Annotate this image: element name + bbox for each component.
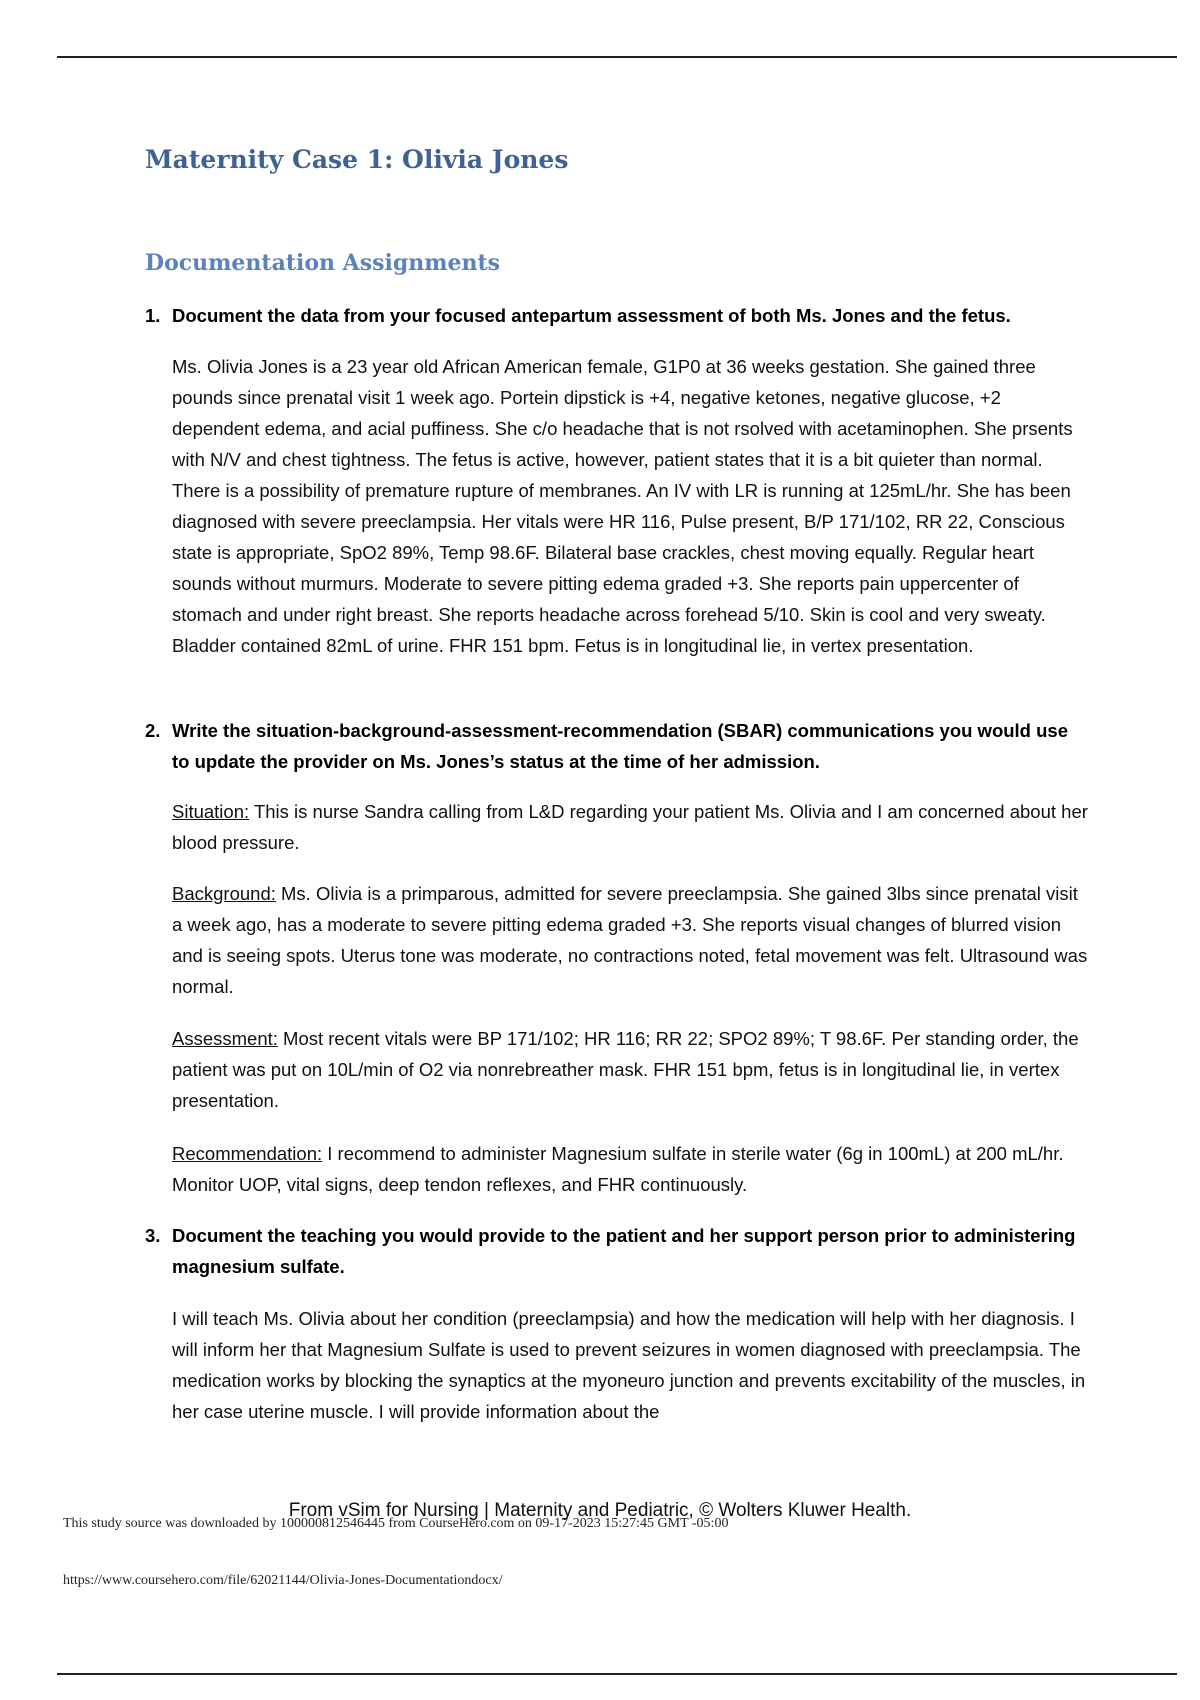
sbar-text: I recommend to administer Magnesium sulfate in sterile water (6g in 100mL) at 200 mL/hr. Monitor UOP, vital signs, deep tendon reflexes, and FHR continuously. <box>172 1143 1064 1195</box>
sbar-recommendation <box>172 1138 1090 1200</box>
question-2 <box>145 715 1085 777</box>
sbar-text: This is nurse Sandra calling from L&D regarding your patient Ms. Olivia and I am concerned about her blood pressure. <box>172 801 1088 853</box>
top-rule <box>57 56 1177 58</box>
sbar-text: Most recent vitals were BP 171/102; HR 116; RR 22; SPO2 89%; T 98.6F. Per standing order, the patient was put on 10L/min of O2 via nonrebreather mask. FHR 151 bpm, fetus is in longitudinal lie, in vertex presentation. <box>172 1028 1079 1111</box>
answer-3: I will teach Ms. Olivia about her condition (preeclampsia) and how the medication will help with her diagnosis. I will inform her that Magnesium Sulfate is used to prevent seizures in women diagnosed with preeclampsia. The medication works by blocking the synaptics at the myoneuro junction and prevents excitability of the muscles, in her case uterine muscle. I will provide information about the <box>172 1308 1086 1422</box>
sbar-label: Recommendation: <box>172 1143 323 1164</box>
question-number: 3. <box>145 1225 161 1246</box>
question-1 <box>145 300 1085 331</box>
sbar-label: Situation: <box>172 801 250 822</box>
sbar-label: Assessment: <box>172 1028 278 1049</box>
sbar-label: Background: <box>172 883 276 904</box>
question-number: 2. <box>145 720 161 741</box>
download-notice: This study source was downloaded by 100000812546445 from CourseHero.com on 09-17-2023 15:27:45 GMT -05:00 <box>63 1516 729 1531</box>
page-footer: From vSim for Nursing | Maternity and Pediatric, © Wolters Kluwer Health. <box>288 1500 912 1521</box>
question-prompt: Document the data from your focused antepartum assessment of both Ms. Jones and the fetus. <box>172 305 1011 326</box>
source-url[interactable]: https://www.coursehero.com/file/62021144/Olivia-Jones-Documentationdocx/ <box>63 1573 503 1588</box>
sbar-assessment <box>172 1023 1090 1116</box>
bottom-rule <box>57 1673 1177 1675</box>
question-prompt: Document the teaching you would provide to the patient and her support person prior to administering magnesium sulfate. <box>172 1225 1076 1277</box>
answer-1: Ms. Olivia Jones is a 23 year old African American female, G1P0 at 36 weeks gestation. She gained three pounds since prenatal visit 1 week ago. Portein dipstick is +4, negative ketones, negative glucose, +2 dependent edema, and acial puffiness. She c/o headache that is not rsolved with acetaminophen. She prsents with N/V and chest tightness. The fetus is active, however, patient states that it is a bit quieter than normal. There is a possibility of premature rupture of membranes. An IV with LR is running at 125mL/hr. She has been diagnosed with severe preeclampsia. Her vitals were HR 116, Pulse present, B/P 171/102, RR 22, Conscious state is appropriate, SpO2 89%, Temp 98.6F. Bilateral base crackles, chest moving equally. Regular heart sounds without murmurs. Moderate to severe pitting edema graded +3. She reports pain uppercenter of stomach and under right breast. She reports headache across forehead 5/10. Skin is cool and very sweaty. Bladder contained 82mL of urine. FHR 151 bpm. Fetus is in longitudinal lie, in vertex presentation. <box>172 356 1073 656</box>
question-prompt: Write the situation-background-assessment-recommendation (SBAR) communications you would use to update the provider on Ms. Jones’s status at the time of her admission. <box>172 720 1069 772</box>
page-title: Maternity Case 1: Olivia Jones <box>145 145 569 174</box>
section-heading: Documentation Assignments <box>145 250 501 276</box>
question-number: 1. <box>145 305 161 326</box>
sbar-text: Ms. Olivia is a primparous, admitted for severe preeclampsia. She gained 3lbs since prenatal visit a week ago, has a moderate to severe pitting edema graded +3. She reports visual changes of blurred vision and is seeing spots. Uterus tone was moderate, no contractions noted, fetal movement was felt. Ultrasound was normal. <box>172 883 1088 997</box>
sbar-background <box>172 878 1090 1002</box>
sbar-situation <box>172 796 1090 858</box>
question-3 <box>145 1220 1085 1282</box>
